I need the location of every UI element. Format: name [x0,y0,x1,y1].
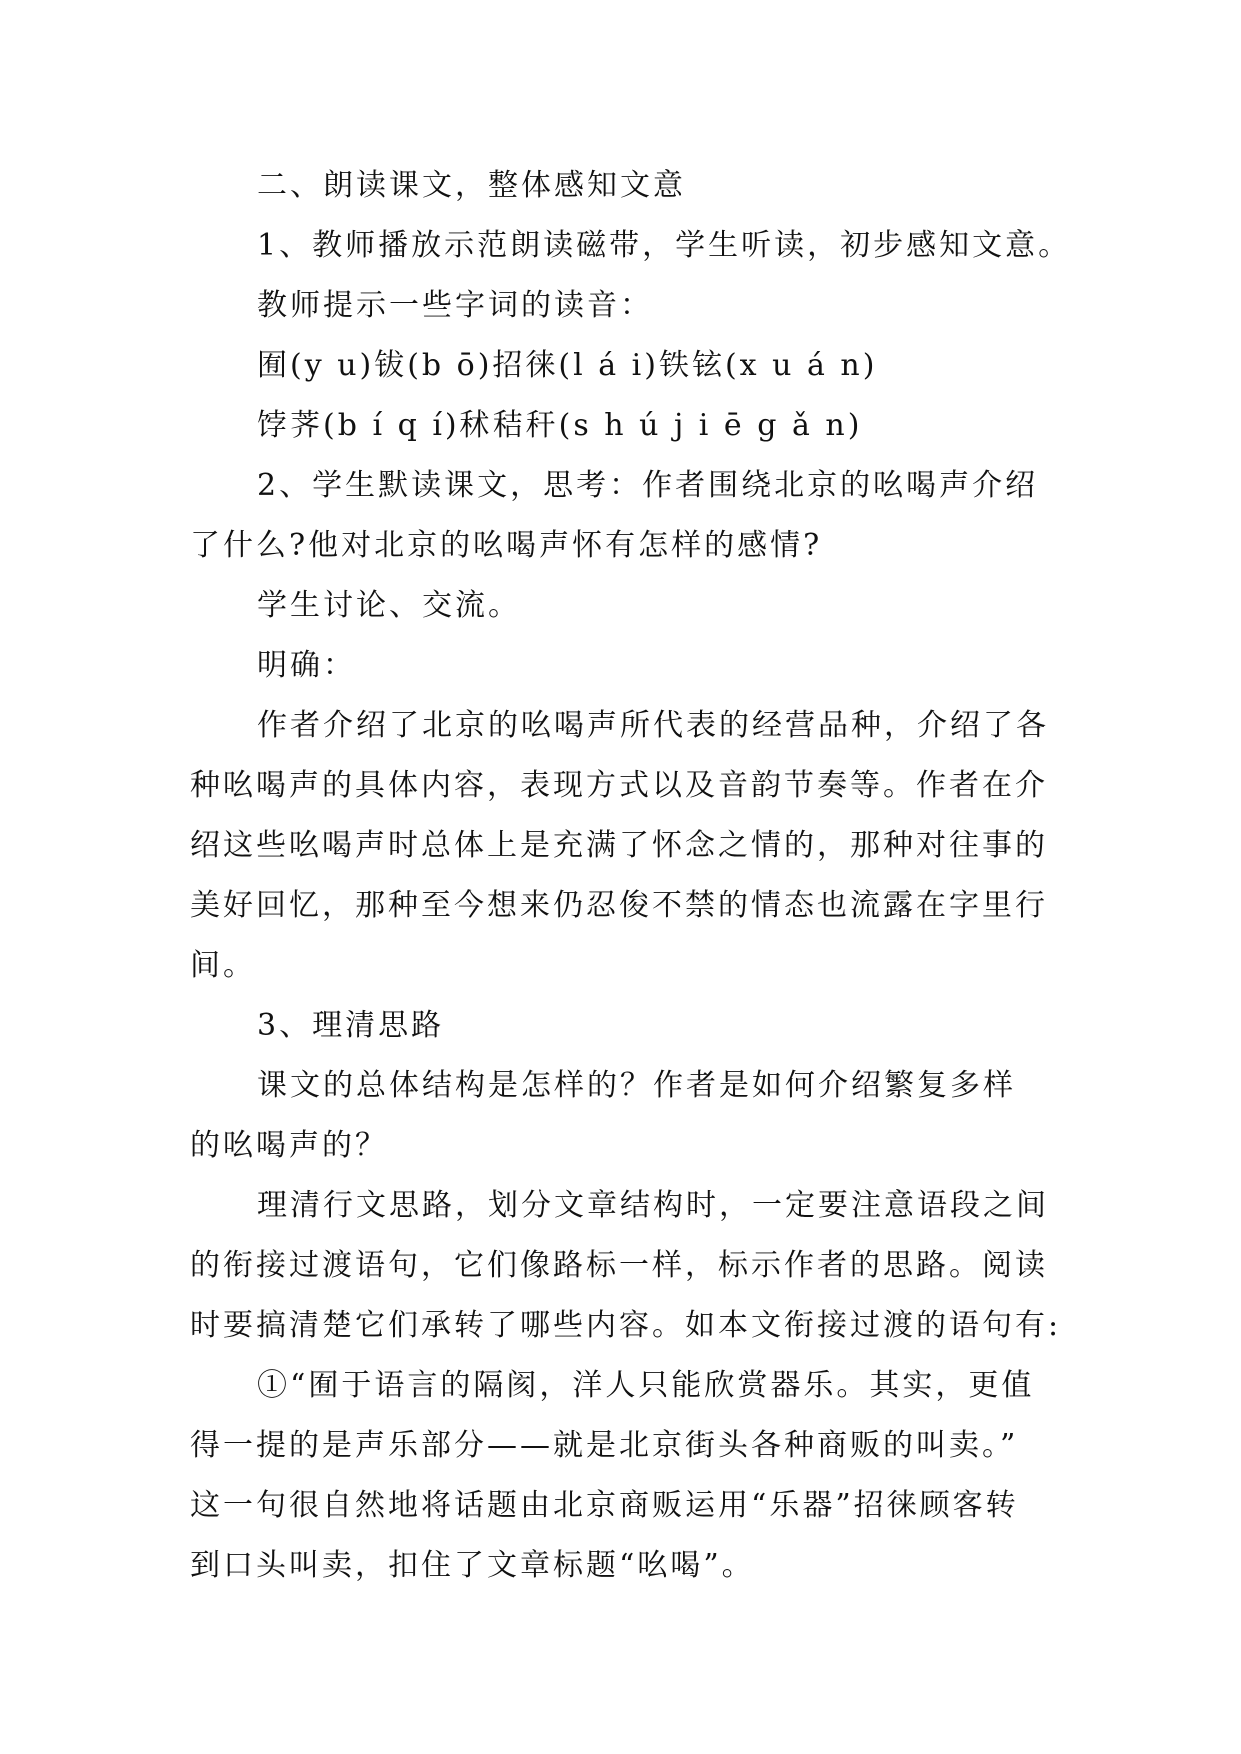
paragraph-line: 1、教师播放示范朗读磁带，学生听读，初步感知文意。 [257,228,1072,263]
paragraph-line: 学生讨论、交流。 [257,588,521,623]
paragraph-line: 理清行文思路，划分文章结构时，一定要注意语段之间 [257,1188,1049,1223]
paragraph-line: 美好回忆，那种至今想来仍忍俊不禁的情态也流露在字里行 [190,888,1048,923]
paragraph-line: 的吆喝声的？ [190,1128,388,1163]
paragraph-line: 到口头叫卖，扣住了文章标题“吆喝”。 [190,1548,755,1583]
paragraph-line: 的衔接过渡语句，它们像路标一样，标示作者的思路。阅读 [190,1248,1048,1283]
paragraph-line: 时要搞清楚它们承转了哪些内容。如本文衔接过渡的语句有: [190,1308,1062,1343]
pinyin-line: 饽荠(b í q í)秫秸秆(s h ú j i ē g ǎ n) [257,408,863,443]
paragraph-line: 明确： [257,648,356,683]
paragraph-line: 这一句很自然地将话题由北京商贩运用“乐器”招徕顾客转 [190,1488,1019,1523]
section-heading: 3、理清思路 [257,1008,445,1043]
pinyin-line: 囿(y u)钹(b ō)招徕(l á i)铁铉(x u á n) [257,348,878,383]
section-heading: 二、朗读课文，整体感知文意 [257,168,686,203]
paragraph-line: 绍这些吆喝声时总体上是充满了怀念之情的，那种对往事的 [190,828,1048,863]
paragraph-line: 教师提示一些字词的读音： [257,288,653,323]
paragraph-line: 了什么?他对北京的吆喝声怀有怎样的感情? [190,528,823,563]
paragraph-line: 得一提的是声乐部分——就是北京街头各种商贩的叫卖。” [190,1428,1019,1463]
paragraph-line: 种吆喝声的具体内容，表现方式以及音韵节奏等。作者在介 [190,768,1048,803]
paragraph-line: ①“囿于语言的隔阂，洋人只能欣赏器乐。其实，更值 [257,1368,1035,1403]
paragraph-line: 间。 [190,948,256,983]
paragraph-line: 2、学生默读课文，思考：作者围绕北京的吆喝声介绍 [257,468,1039,503]
paragraph-line: 作者介绍了北京的吆喝声所代表的经营品种，介绍了各 [257,708,1049,743]
paragraph-line: 课文的总体结构是怎样的？作者是如何介绍繁复多样 [257,1068,1016,1103]
